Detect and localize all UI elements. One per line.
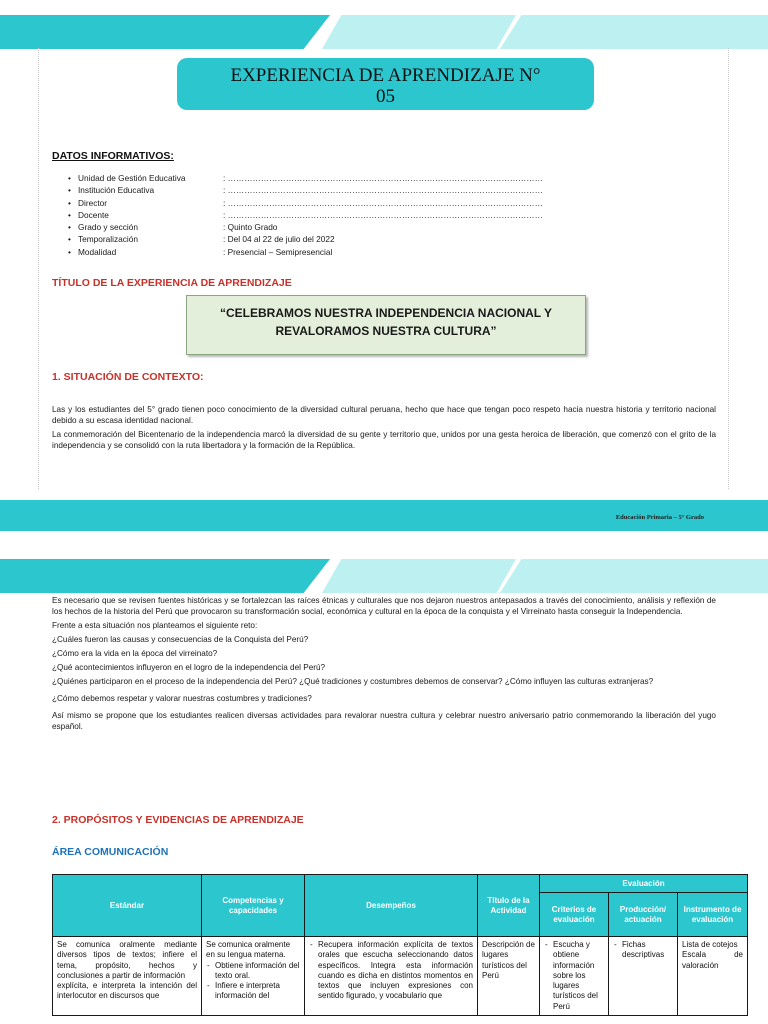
datos-row: • Unidad de Gestión Educativa : …………………………………………………………………………………………………… xyxy=(68,172,543,184)
reto-text xyxy=(52,595,716,735)
desempeno-cell: - Recupera información explícita de textos orales que escucha seleccionando datos específicos. Integra esta información cuando es dicha en distintos momentos en textos que incluyen expresiones con sentido figurado, y vocabulario que xyxy=(305,937,478,1016)
table-row xyxy=(53,937,748,1016)
paragraph: Frente a esta situación nos planteamos el siguiente reto: xyxy=(52,621,258,630)
paragraph: Las y los estudiantes del 5° grado tienen poco conocimiento de la diversidad cultural peruana, hecho que hace que tengan poco respeto hacia nuestra historia y territorio nacional debido a su escasa identidad nacional. xyxy=(52,405,716,425)
footer-text: Educación Primaria – 5° Grado xyxy=(615,514,704,521)
question: ¿Quiénes participaron en el proceso de la independencia del Perú? ¿Qué tradiciones y costumbres debemos de conservar? ¿Cómo influyen las culturas extranjeras? xyxy=(52,677,654,686)
estandar-cell: Se comunica oralmente mediante diversos tipos de textos; infiere el tema, propósito, hechos y conclusiones a partir de información explícita, e interpreta la intención del interlocutor en discursos que xyxy=(53,937,202,1016)
datos-row: • Docente : …………………………………………………………………………………………………… xyxy=(68,209,543,221)
document-page-2 xyxy=(0,537,768,1024)
datos-row: • Grado y sección : Quinto Grado xyxy=(68,221,543,233)
instrumento-cell: Lista de cotejos Escala de valoración xyxy=(678,937,748,1016)
header-titulo-actividad: Título de la Actividad xyxy=(478,875,540,937)
paragraph: Así mismo se propone que los estudiantes realicen diversas actividades para revalorar nuestra cultura y celebrar nuestro aniversario patrio conmemorando la liberación del yugo español. xyxy=(52,711,716,731)
page-margin-line xyxy=(728,48,729,489)
paragraph: Es necesario que se revisen fuentes históricas y se fortalezcan las raíces étnicas y culturales que nos dejaron nuestros antepasados a través del conocimiento, análisis y reflexión de los hechos de la historia del Perú que provocaron su transformación social, económica y cultural en la época de la conquista y el Virreinato hasta conseguir la Independencia. xyxy=(52,596,716,616)
document-title-box xyxy=(177,58,594,110)
header-criterios: Criterios de evaluación xyxy=(540,893,609,937)
header-evaluacion: Evaluación xyxy=(540,875,748,893)
header-competencias: Competencias y capacidades xyxy=(202,875,305,937)
situacion-text xyxy=(52,404,716,454)
competencia-cell: Se comunica oralmente en su lengua materna. - Obtiene información del texto oral. - Infiere e interpreta información del xyxy=(202,937,305,1016)
area-heading: ÁREA COMUNICACIÓN xyxy=(52,846,169,858)
header-estandar: Estándar xyxy=(53,875,202,937)
titulo-heading: TÍTULO DE LA EXPERIENCIA DE APRENDIZAJE xyxy=(52,277,292,289)
question: ¿Cuáles fueron las causas y consecuencias de la Conquista del Perú? xyxy=(52,635,309,644)
competencias-table xyxy=(52,874,748,1016)
datos-row: • Temporalización : Del 04 al 22 de julio del 2022 xyxy=(68,233,543,245)
datos-row: • Director : …………………………………………………………………………………………………… xyxy=(68,197,543,209)
document-number: 05 xyxy=(376,86,395,107)
criterio-cell: - Escucha y obtiene información sobre los lugares turísticos del Perú xyxy=(540,937,609,1016)
question: ¿Cómo era la vida en la época del virreinato? xyxy=(52,649,218,658)
question: ¿Qué acontecimientos influyeron en el logro de la independencia del Perú? xyxy=(52,663,326,672)
produccion-cell: - Fichas descriptivas xyxy=(609,937,678,1016)
header-instrumento: Instrumento de evaluación xyxy=(678,893,748,937)
page-margin-line xyxy=(38,48,39,489)
header-decoration xyxy=(0,15,768,49)
document-title: EXPERIENCIA DE APRENDIZAJE N° xyxy=(230,65,541,86)
datos-heading: DATOS INFORMATIVOS: xyxy=(52,150,174,162)
datos-row: • Institución Educativa : …………………………………………………………………………………………………… xyxy=(68,184,543,196)
datos-row: • Modalidad : Presencial – Semipresencial xyxy=(68,246,543,258)
header-desempenos: Desempeños xyxy=(305,875,478,937)
propositos-heading: 2. PROPÓSITOS Y EVIDENCIAS DE APRENDIZAJE xyxy=(52,814,304,826)
situacion-heading: 1. SITUACIÓN DE CONTEXTO: xyxy=(52,371,204,383)
header-decoration xyxy=(0,559,768,593)
paragraph: La conmemoración del Bicentenario de la independencia marcó la diversidad de su gente y territorio que, unidos por una gesta heroica de liberación, que comenzó con el grito de la independencia y se consolidó con la ruta libertadora y la formación de la República. xyxy=(52,430,716,450)
question: ¿Cómo debemos respetar y valorar nuestras costumbres y tradiciones? xyxy=(52,694,312,703)
datos-list xyxy=(68,172,543,258)
experience-title-box: “CELEBRAMOS NUESTRA INDEPENDENCIA NACIONAL Y REVALORAMOS NUESTRA CULTURA” xyxy=(186,295,586,355)
titulo-actividad-cell: Descripción de lugares turísticos del Perú xyxy=(478,937,540,1016)
header-produccion: Producción/ actuación xyxy=(609,893,678,937)
